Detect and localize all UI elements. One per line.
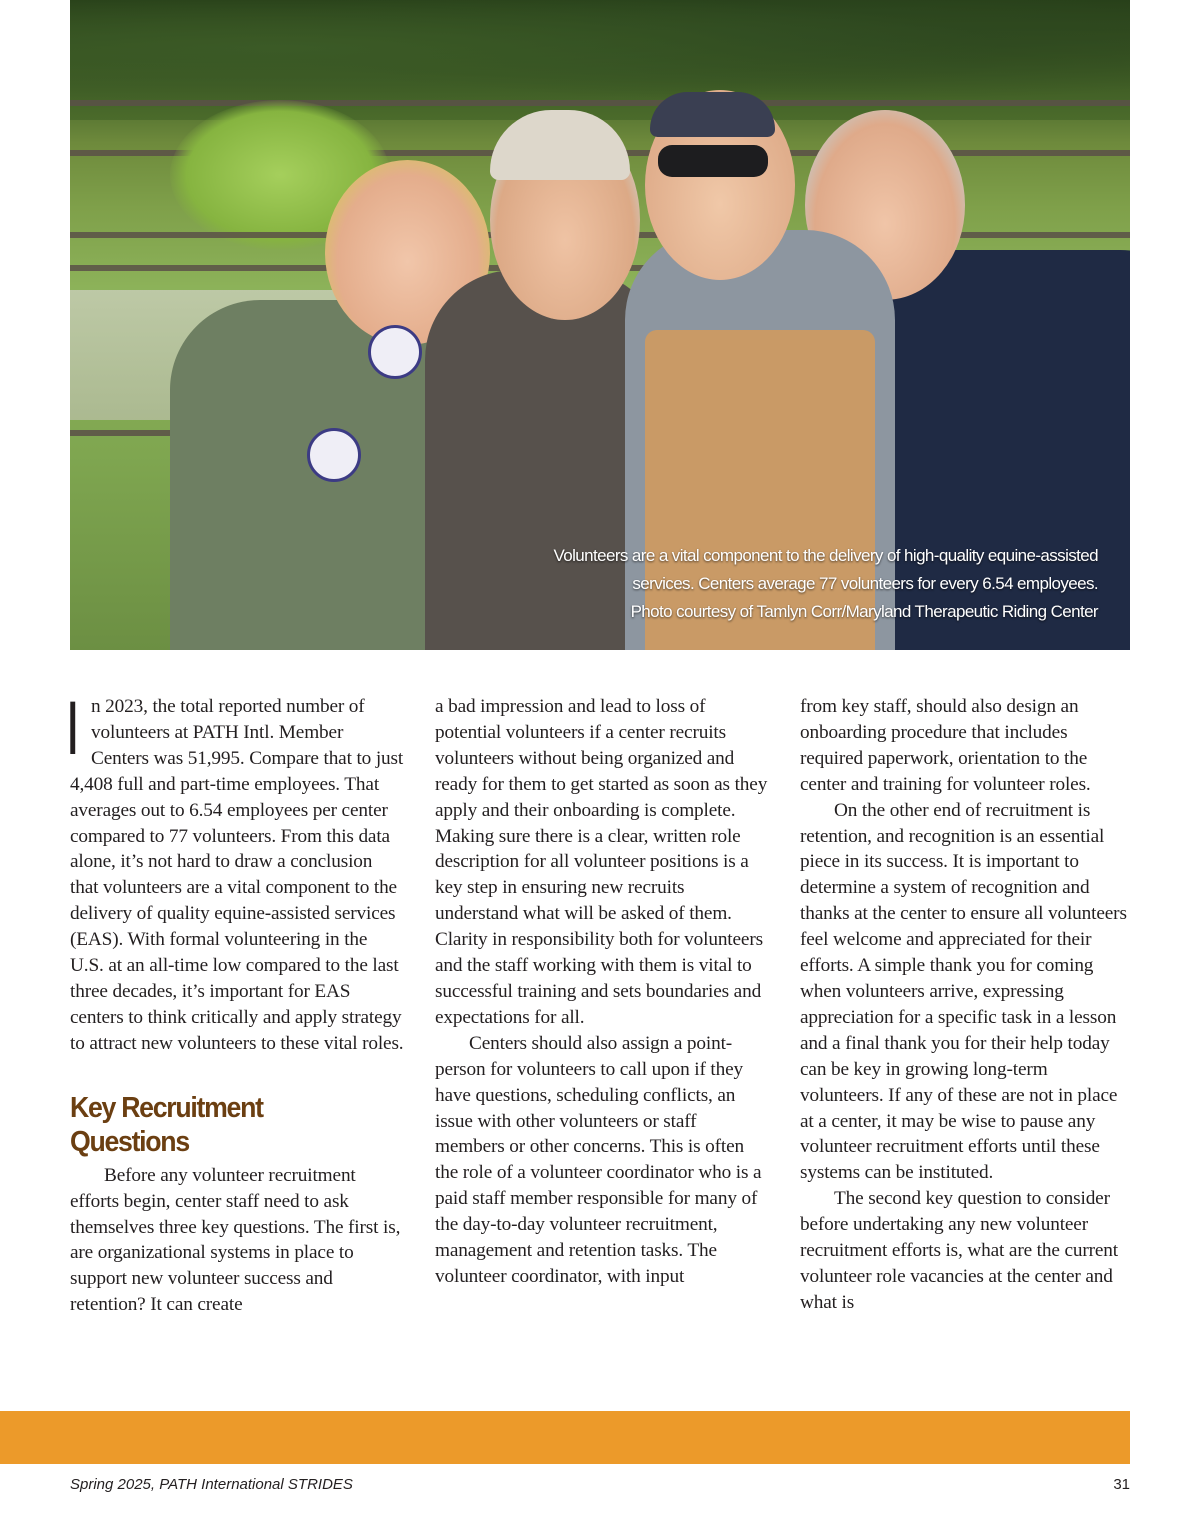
body-paragraph: The second key question to consider before undertaking any new volunteer recruitment efforts is, what are the current volunteer role vacancies at the center and what is xyxy=(800,1188,1119,1313)
article-column-2 xyxy=(435,694,770,1290)
intro-paragraph xyxy=(68,686,405,1057)
body-paragraph: a bad impression and lead to loss of potential volunteers if a center recruits volunteers without being organized and ready for them to get started as soon as they apply and their onboarding is complete. Making sure there is a clear, written role description for all volunteer positions is a key step in ensuring new recruits understand what will be asked of them. Clarity in responsibility both for volunteers and the staff working with them is vital to successful training and sets boundaries and expectations for all. xyxy=(435,696,768,1028)
article-column-1 xyxy=(68,686,405,1318)
photo-caption xyxy=(553,542,1098,626)
caption-line: services. Centers average 77 volunteers for every 6.54 employees. xyxy=(632,574,1098,593)
fence-rail xyxy=(70,100,1130,106)
body-paragraph: from key staff, should also design an onboarding procedure that includes required paperwork, orientation to the center and training for volunteer roles. xyxy=(800,696,1091,795)
sunglasses xyxy=(658,145,768,177)
body-paragraph: Before any volunteer recruitment efforts begin, center staff need to ask themselves three key questions. The first is, are organizational systems in place to support new volunteer success and retention? It can create xyxy=(70,1164,401,1316)
section-heading: Key Recruitment Questions xyxy=(70,1091,263,1158)
footer-color-bar xyxy=(0,1411,1130,1464)
hero-photo xyxy=(70,0,1130,650)
name-badge xyxy=(307,428,361,482)
cap xyxy=(490,110,630,180)
body-paragraph: Centers should also assign a point-person for volunteers to call upon if they have questions, scheduling conflicts, an issue with other volunteers or staff members or other concerns. This is often the role of a volunteer coordinator who is a paid staff member responsible for many of the day-to-day volunteer recruitment, management and retention tasks. The volunteer coordinator, with input xyxy=(435,1032,762,1287)
intro-text: n 2023, the total reported number of volunteers at PATH Intl. Member Centers was 51,995. Compare that to just 4,408 full and part-time employees. That averages out to 6.54 employees per center compared to 77 volunteers. From this data alone, it’s not hard to draw a conclusion that volunteers are a vital component to the delivery of quality equine-assisted services (EAS). With formal volunteering in the U.S. at an all-time low compared to the last three decades, it’s important for EAS centers to think critically and apply strategy to attract new volunteers to these vital roles. xyxy=(70,696,404,1054)
caption-line: Volunteers are a vital component to the delivery of high-quality equine-assisted xyxy=(553,546,1098,565)
name-badge xyxy=(368,325,422,379)
bandana xyxy=(650,92,775,137)
drop-cap: I xyxy=(68,686,78,771)
article-column-3 xyxy=(800,694,1135,1316)
publication-line: Spring 2025, PATH International STRIDES xyxy=(70,1476,353,1493)
photo-credit: Photo courtesy of Tamlyn Corr/Maryland Therapeutic Riding Center xyxy=(630,602,1098,621)
page-number: 31 xyxy=(1113,1476,1130,1493)
body-paragraph: On the other end of recruitment is retention, and recognition is an essential piece in its success. It is important to determine a system of recognition and thanks at the center to ensure all volunteers feel welcome and appreciated for their efforts. A simple thank you for coming when volunteers arrive, expressing appreciation for a specific task in a lesson and a final thank you for their help today can be key in growing long-term volunteers. If any of these are not in place at a center, it may be wise to pause any volunteer recruitment efforts until these systems can be instituted. xyxy=(800,799,1127,1184)
